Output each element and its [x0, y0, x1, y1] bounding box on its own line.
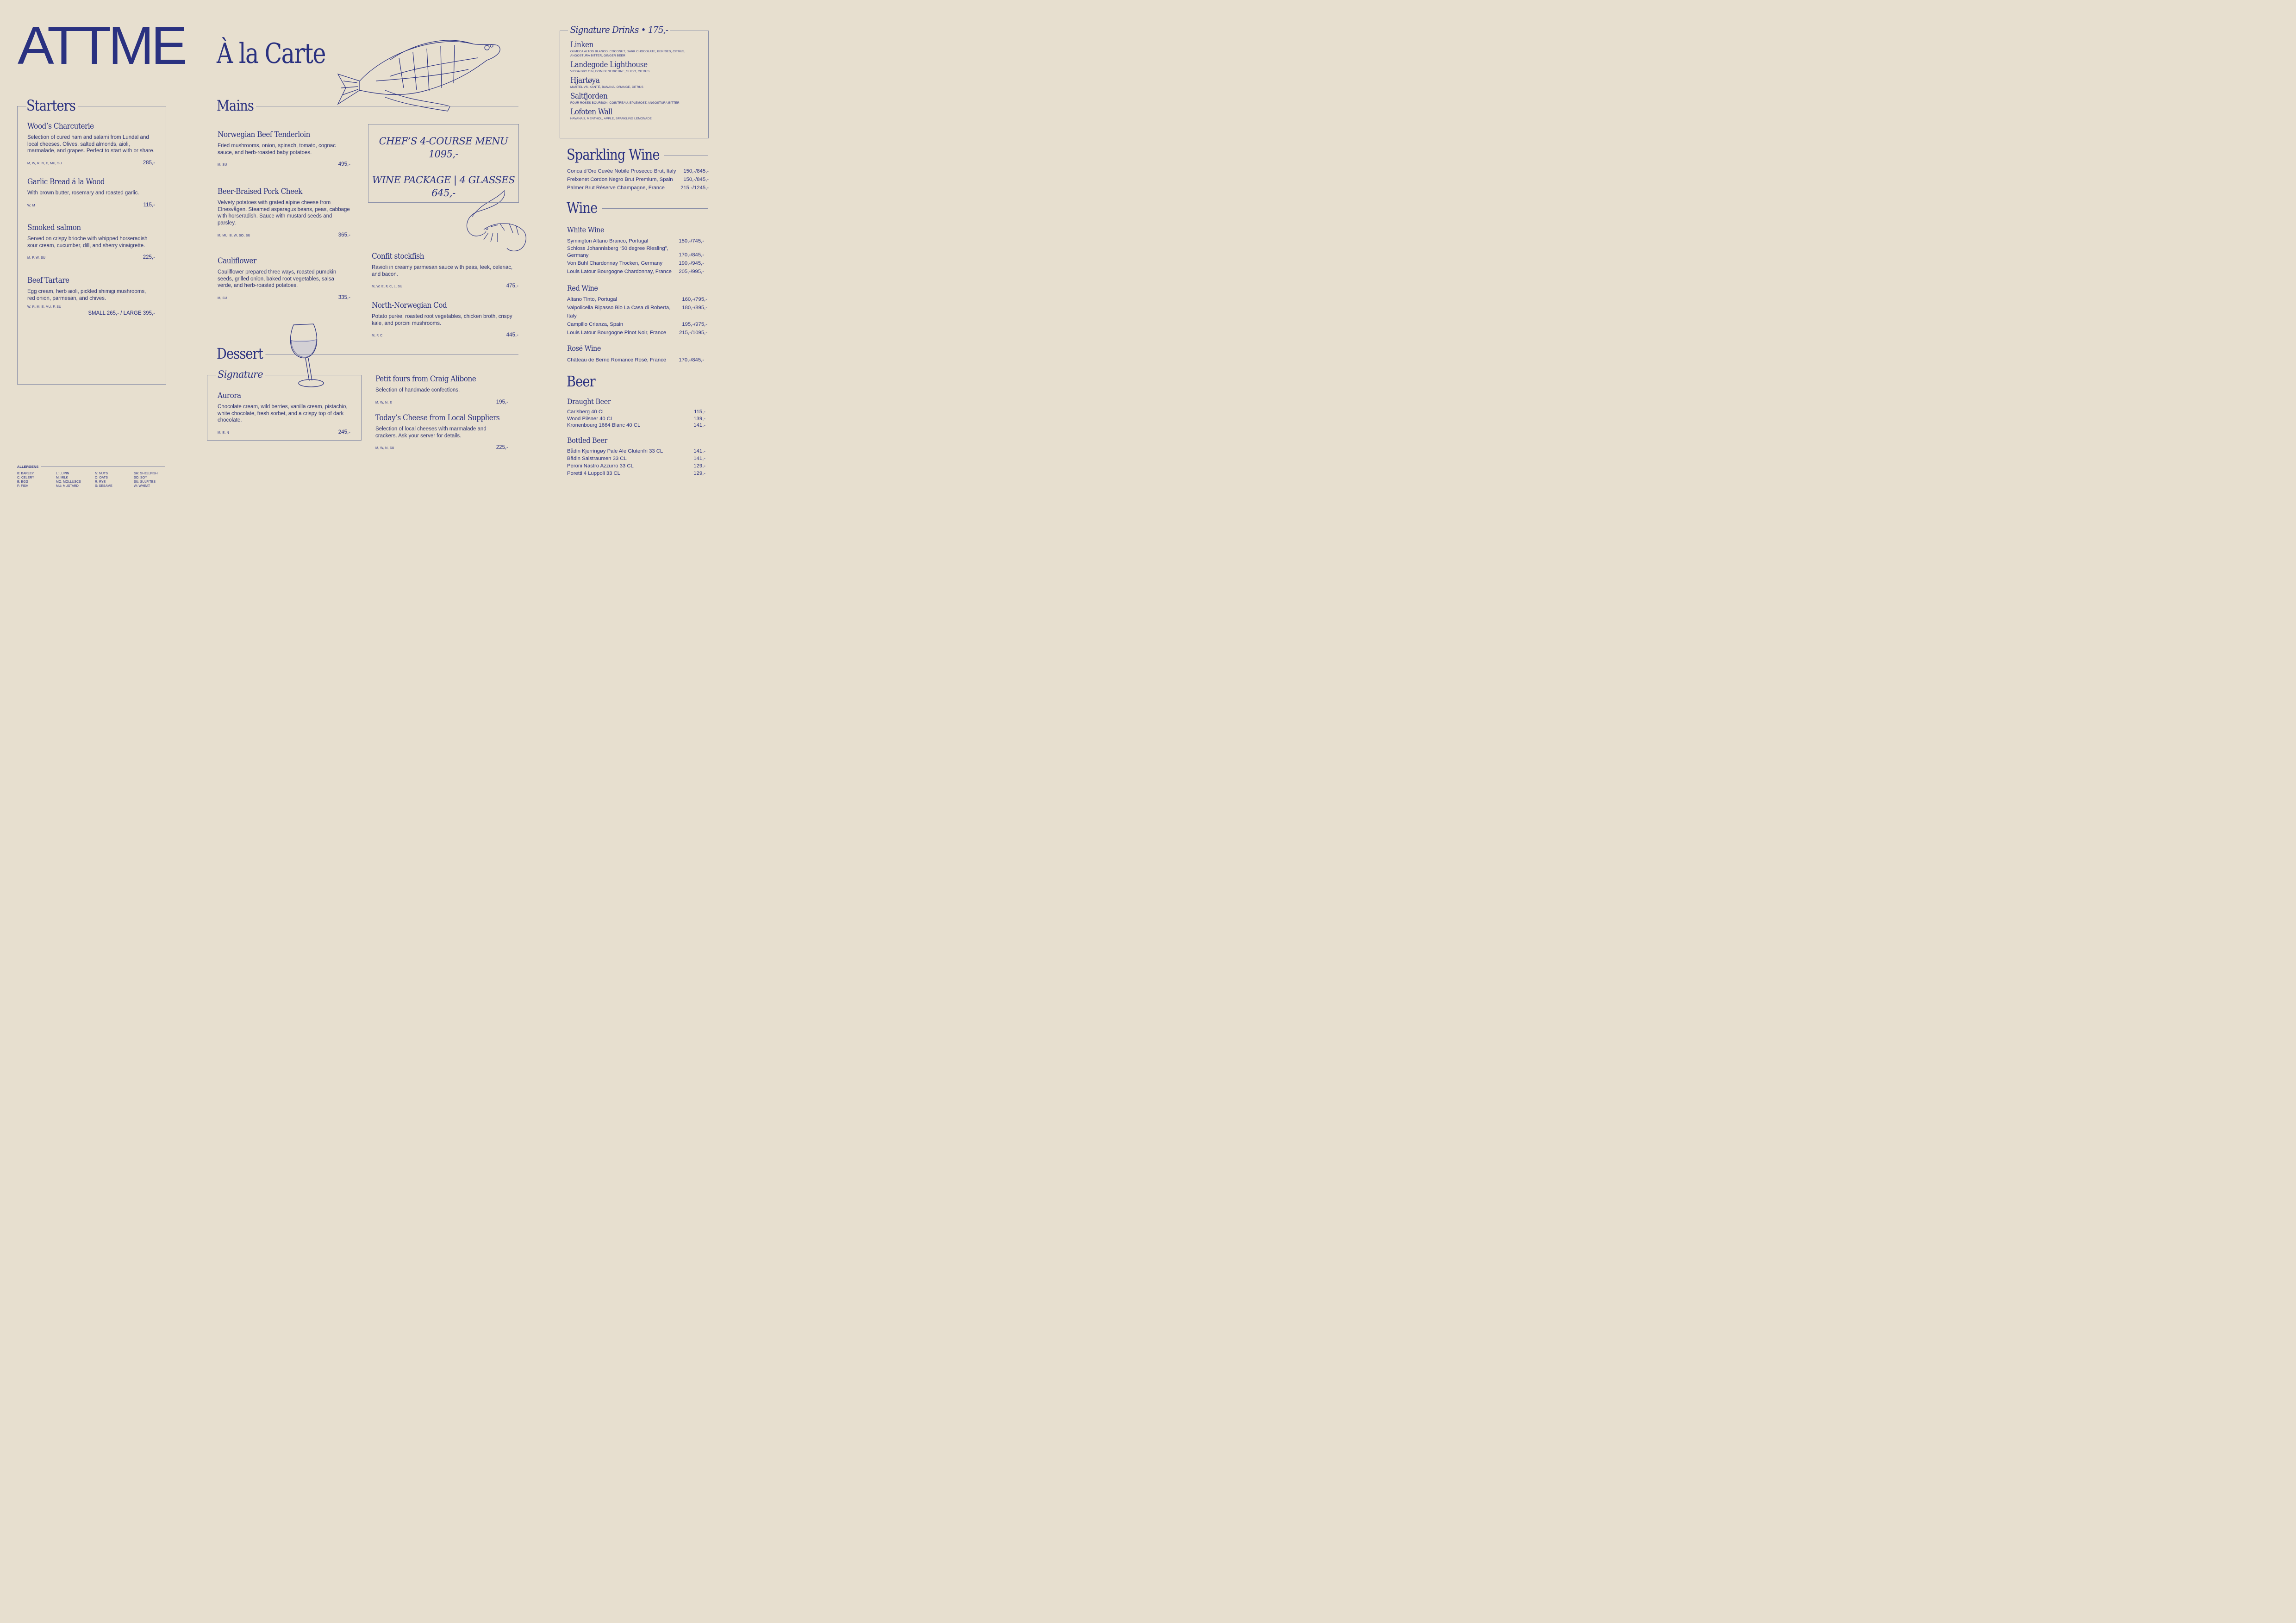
item-description: Fried mushrooms, onion, spinach, tomato, cognac sauce, and herb-roasted baby potatoes.: [218, 143, 336, 155]
item-name: Confit stockfish: [372, 252, 424, 261]
allergens-legend: [17, 465, 165, 488]
starter-item: [27, 177, 155, 208]
bottled-beer-list: [567, 448, 705, 477]
item-description: Selection of cured ham and salami from Lundal and local cheeses. Olives, salted almonds, aioli, marmalade, and grapes. Perfect to start with or share.: [27, 135, 155, 154]
item-price: 285,-: [143, 160, 155, 166]
beer-price: 129,-: [693, 471, 705, 476]
wine-name: Conca d’Oro Cuvée Nobile Prosecco Brut, Italy: [567, 168, 676, 174]
beer-price: 141,-: [693, 448, 705, 454]
item-name: Petit fours from Craig Alibone: [375, 374, 476, 384]
wine-price: 195,-/975,-: [682, 322, 707, 327]
dessert-item: [375, 413, 508, 450]
beer-name: Poretti 4 Luppoli 33 CL: [567, 471, 620, 476]
wine-price: 170,-/845,-: [679, 357, 704, 363]
sparkling-title: Sparkling Wine: [567, 147, 664, 162]
wine-name: Freixenet Cordon Negro Brut Premium, Spain: [567, 177, 673, 182]
wine-price: 150,-/845,-: [683, 177, 709, 182]
red-wine-title: Red Wine: [567, 284, 598, 292]
item-price: 495,-: [338, 162, 350, 168]
beer-row: [567, 422, 705, 429]
wine-name: Symington Altano Branco, Portugal: [567, 238, 649, 244]
brand-logo: ATTME: [18, 16, 185, 76]
item-allergens: M, W, N, SU: [375, 447, 394, 450]
item-allergens: M, W, N, E: [375, 401, 392, 404]
drink-description: FOUR ROSES BOURBON, COINTREAU, EPLEMOST, ANGOSTURA BITTER: [570, 101, 680, 105]
item-description: Served on crispy brioche with whipped horseradish sour cream, cucumber, dill, and sherry vinaigrette.: [27, 236, 148, 249]
chef-menu-price: 1095,-: [428, 149, 459, 160]
wine-name: Valpolicella Ripasso Bio La Casa di Roberta, Italy: [567, 305, 671, 319]
main-item: [218, 130, 350, 167]
allergens-title: ALLERGENS: [17, 465, 39, 469]
wine-row: [567, 184, 709, 192]
drink-name: Lofoten Wall: [570, 107, 612, 117]
item-price: 245,-: [338, 429, 350, 435]
beer-row: [567, 448, 705, 455]
wine-row: [567, 295, 707, 304]
wine-name: Schloss Johannisberg “50 degree Riesling”, Germany: [567, 246, 668, 258]
wine-name: Louis Latour Bourgogne Chardonnay, France: [567, 269, 672, 274]
beer-row: [567, 455, 705, 462]
main-item: [372, 252, 518, 289]
allergen: M: MILK: [56, 476, 69, 479]
rose-wine-list: [567, 356, 704, 364]
allergen: R: RYE: [95, 480, 106, 484]
drink-name: Linken: [570, 40, 593, 50]
wine-row: [567, 329, 707, 337]
drink-description: VIDDA DRY GIN, DOM BENEDICTINE, SHISO, CITRUS: [570, 70, 649, 73]
item-allergens: W, R, M, E, MU, F, SU: [27, 305, 62, 309]
allergen: L: LUPIN: [56, 472, 69, 475]
beer-name: Wood Pilsner 40 CL: [567, 416, 614, 422]
wine-title: Wine: [567, 200, 602, 215]
red-wine-list: [567, 295, 707, 337]
item-price: 115,-: [143, 202, 155, 208]
allergen: S: SESAME: [95, 485, 112, 488]
signature-drinks-list: [570, 40, 702, 123]
allergen: SU: SULFITES: [134, 480, 156, 484]
mains-title: Mains: [217, 98, 256, 113]
wine-price: 180,-/895,-: [682, 305, 707, 311]
wine-name: Von Buhl Chardonnay Trocken, Germany: [567, 261, 662, 266]
item-description: Potato purée, roasted root vegetables, chicken broth, crispy kale, and porcini mushrooms.: [372, 314, 512, 326]
item-description: Chocolate cream, wild berries, vanilla cream, pistachio, white chocolate, fresh sorbet, and a crispy top of dark chocolate.: [218, 404, 348, 423]
item-description: With brown butter, rosemary and roasted garlic.: [27, 190, 139, 196]
draught-beer-title: Draught Beer: [567, 397, 611, 406]
item-description: Egg cream, herb aioli, pickled shimigi mushrooms, red onion, parmesan, and chives.: [27, 289, 146, 301]
beer-price: 141,-: [693, 423, 705, 429]
signature-title: Signature: [216, 369, 265, 380]
allergen: MO: MOLLUSCS: [56, 480, 81, 484]
beer-row: [567, 462, 705, 470]
allergen: MU: MUSTARD: [56, 485, 79, 488]
dessert-item: [375, 374, 508, 405]
item-allergens: M, W, R, N, E, MU, SU: [27, 162, 62, 166]
main-item: [218, 187, 350, 238]
wine-price: 160,-/795,-: [682, 297, 707, 302]
item-allergens: M, F, W, SU: [27, 256, 46, 260]
wine-price: 150,-/745,-: [679, 238, 704, 244]
dessert-item: [218, 391, 350, 435]
item-price: 335,-: [338, 295, 350, 301]
item-allergens: M, SU: [218, 297, 227, 300]
beer-price: 115,-: [694, 409, 705, 415]
starter-item: [27, 276, 155, 316]
item-name: Aurora: [218, 391, 241, 400]
item-allergens: M, W, E, F, C, L, SU: [372, 285, 403, 289]
draught-beer-list: [567, 409, 705, 429]
item-description: Selection of local cheeses with marmalade and crackers. Ask your server for details.: [375, 426, 487, 439]
allergen: SH: SHELLFISH: [134, 472, 158, 475]
wine-price: 170,-/845,-: [679, 252, 704, 258]
bottled-beer-title: Bottled Beer: [567, 436, 607, 445]
wine-package-price: 645,-: [431, 187, 455, 199]
halibut-icon: [334, 25, 505, 116]
item-allergens: M, SU: [218, 163, 227, 167]
beer-name: Bådin Salstraumen 33 CL: [567, 456, 627, 461]
item-price: 475,-: [506, 283, 518, 289]
divider: [41, 466, 165, 467]
wine-row: [567, 304, 707, 320]
item-description: Cauliflower prepared three ways, roasted pumpkin seeds, grilled onion, baked root vegetables, salsa verde, and herb-roasted potatoes.: [218, 269, 337, 289]
dessert-title: Dessert: [217, 346, 265, 361]
main-item: [218, 256, 350, 300]
item-allergens: M, MU, B, W, SO, SU: [218, 234, 250, 237]
wine-name: Louis Latour Bourgogne Pinot Noir, France: [567, 330, 667, 336]
allergen: W: WHEAT: [134, 485, 150, 488]
chef-menu-title: CHEF’S 4-COURSE MENU: [379, 136, 508, 147]
allergen: C: CELERY: [17, 476, 34, 479]
starter-item: [27, 122, 155, 166]
wine-row: [567, 267, 704, 276]
wine-row: [567, 167, 709, 175]
item-price: 225,-: [496, 445, 508, 451]
wine-name: Palmer Brut Réserve Champagne, France: [567, 185, 665, 191]
item-price: 445,-: [506, 332, 518, 338]
wine-name: Altano Tinto, Portugal: [567, 297, 618, 302]
beer-row: [567, 409, 705, 416]
wine-price: 215,-/1095,-: [679, 330, 707, 336]
allergen: N: NUTS: [95, 472, 108, 475]
item-name: Smoked salmon: [27, 223, 81, 232]
allergen: O: OATS: [95, 476, 108, 479]
beer-title: Beer: [567, 374, 598, 389]
item-name: Norwegian Beef Tenderloin: [218, 130, 310, 139]
wine-row: [567, 175, 709, 184]
drink-name: Hjartøya: [570, 76, 600, 85]
item-price: 365,-: [338, 232, 350, 238]
beer-price: 129,-: [693, 463, 705, 469]
beer-price: 141,-: [693, 456, 705, 461]
allergen: E: EGG: [17, 480, 29, 484]
allergen: B: BARLEY: [17, 472, 34, 475]
item-allergens: M, E, N: [218, 431, 229, 435]
item-name: Beef Tartare: [27, 276, 69, 285]
beer-row: [567, 470, 705, 477]
wine-price: 215,-/1245,-: [680, 185, 709, 191]
item-name: Garlic Bread á la Wood: [27, 177, 105, 187]
beer-name: Peroni Nastro Azzurro 33 CL: [567, 463, 634, 469]
menu-title: À la Carte: [217, 37, 325, 70]
item-name: Wood’s Charcuterie: [27, 122, 94, 131]
item-name: North-Norwegian Cod: [372, 301, 447, 310]
rose-wine-title: Rosé Wine: [567, 344, 601, 353]
item-name: Beer-Braised Pork Cheek: [218, 187, 302, 196]
wine-row: [567, 237, 704, 245]
wine-name: Château de Berne Romance Rosé, France: [567, 357, 667, 363]
drink-description: HAVANA 3, MENTHOL, APPLE, SPARKLING LEMONADE: [570, 117, 652, 120]
wine-price: 205,-/995,-: [679, 269, 704, 274]
signature-drinks-title: Signature Drinks • 175,-: [568, 24, 670, 35]
beer-name: Bådin Kjerringøy Pale Ale Glutenfri 33 CL: [567, 448, 663, 454]
item-description: Ravioli in creamy parmesan sauce with peas, leek, celeriac, and bacon.: [372, 265, 513, 277]
beer-name: Carlsberg 40 CL: [567, 409, 605, 415]
wine-package-title: WINE PACKAGE | 4 GLASSES: [372, 174, 515, 186]
item-description: Selection of handmade confections.: [375, 387, 460, 393]
item-allergens: W, M: [27, 204, 35, 207]
drink-description: OLMECA ALTOS BLANCO, COCONUT, DARK CHOCOLATE, BERRIES, CITRUS, ANGOSTURA BITTER, GINGER BEER: [570, 50, 686, 57]
wine-row: [567, 259, 704, 267]
sparkling-list: [567, 167, 709, 192]
main-item: [372, 301, 518, 338]
wine-row: [567, 356, 704, 364]
white-wine-title: White Wine: [567, 225, 605, 234]
allergen: SO: SOY: [134, 476, 147, 479]
wine-row: [567, 320, 707, 329]
wine-price: 150,-/845,-: [683, 168, 709, 174]
allergen: F: FISH: [17, 485, 29, 488]
item-name: Cauliflower: [218, 256, 256, 266]
item-price: 195,-: [496, 399, 508, 405]
chef-menu-box: [368, 124, 519, 203]
beer-row: [567, 416, 705, 423]
starter-item: [27, 223, 155, 260]
item-price: 225,-: [143, 255, 155, 261]
starters-title: Starters: [26, 98, 78, 113]
wine-name: Campillo Crianza, Spain: [567, 322, 624, 327]
drink-description: MARTEL VS, XANTÉ, BANANA, ORANGE, CITRUS: [570, 86, 643, 89]
item-name: Today’s Cheese from Local Suppliers: [375, 413, 500, 423]
beer-price: 139,-: [693, 416, 705, 422]
wine-price: 190,-/945,-: [679, 261, 704, 266]
item-allergens: M, F, C: [372, 334, 383, 338]
wine-row: [567, 245, 704, 259]
item-price: SMALL 265,- / LARGE 395,-: [88, 311, 155, 317]
drink-name: Landegode Lighthouse: [570, 60, 648, 69]
white-wine-list: [567, 237, 704, 276]
item-description: Velvety potatoes with grated alpine cheese from Elnesvågen. Steamed asparagus beans, peas, cabbage with horseradish. Sauce with mustard seeds and parsley.: [218, 200, 350, 226]
drink-name: Saltfjorden: [570, 92, 608, 101]
beer-name: Kronenbourg 1664 Blanc 40 CL: [567, 423, 641, 429]
